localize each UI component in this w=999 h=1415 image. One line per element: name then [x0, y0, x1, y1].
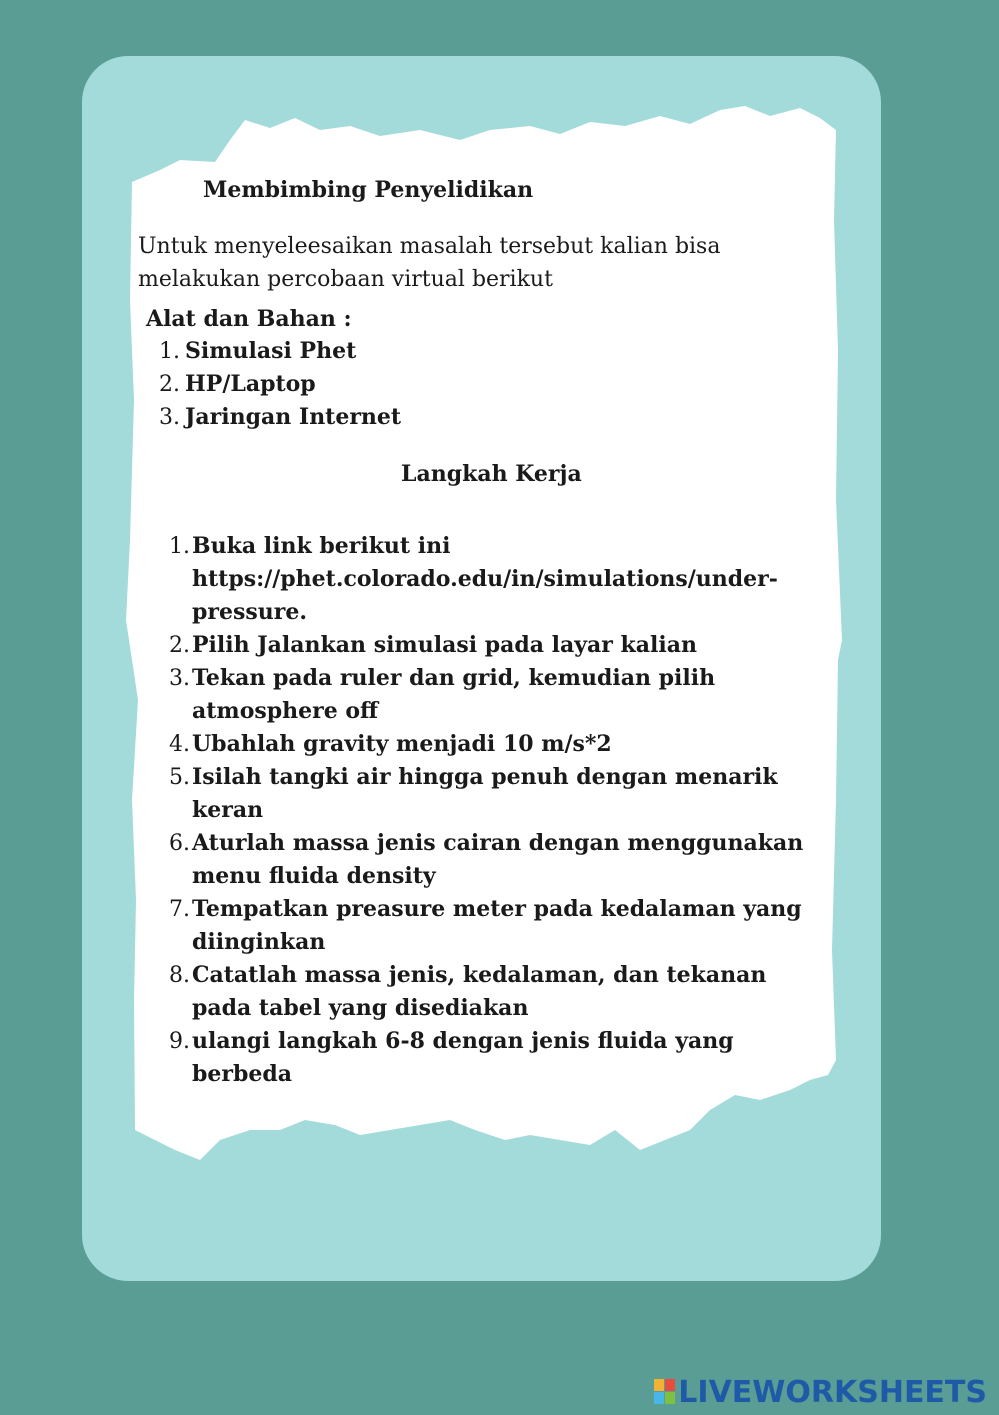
liveworksheets-icon [654, 1379, 676, 1405]
list-number: 9. [169, 1029, 190, 1054]
list-item [150, 629, 830, 662]
brand-text: LIVEWORKSHEETS [678, 1374, 987, 1410]
list-number: 2. [169, 633, 190, 658]
steps-heading: Langkah Kerja [401, 461, 582, 487]
steps-list [150, 530, 830, 1091]
section-title: Membimbing Penyelidikan [203, 177, 534, 203]
list-number: 1. [169, 534, 190, 559]
materials-list [140, 335, 401, 434]
list-number: 5. [169, 765, 190, 790]
list-text: Pilih Jalankan simulasi pada layar kalian [192, 632, 698, 658]
list-number: 1. [159, 339, 180, 364]
list-text: Aturlah massa jenis cairan dengan menggunakan menu fluida density [192, 830, 804, 889]
list-item [150, 728, 830, 761]
list-number: 2. [159, 372, 180, 397]
list-text: Catatlah massa jenis, kedalaman, dan tekanan pada tabel yang disediakan [192, 962, 767, 1021]
list-text: Simulasi Phet [185, 338, 357, 364]
list-item [140, 401, 401, 434]
list-item [150, 1025, 830, 1091]
list-text: Buka link berikut ini https://phet.colorado.edu/in/simulations/under-pressure. [192, 533, 778, 625]
list-number: 4. [169, 732, 190, 757]
list-item [150, 893, 830, 959]
list-text: Jaringan Internet [185, 404, 402, 430]
list-item [150, 959, 830, 1025]
list-number: 3. [169, 666, 190, 691]
list-number: 8. [169, 963, 190, 988]
list-number: 6. [169, 831, 190, 856]
list-text: Isilah tangki air hingga penuh dengan menarik keran [192, 764, 778, 823]
list-text: Ubahlah gravity menjadi 10 m/s*2 [192, 731, 612, 757]
intro-paragraph: Untuk menyeleesaikan masalah tersebut kalian bisa melakukan percobaan virtual berikut [138, 234, 721, 292]
list-item [150, 827, 830, 893]
list-item [150, 662, 830, 728]
list-item [140, 335, 401, 368]
list-number: 3. [159, 405, 180, 430]
materials-heading: Alat dan Bahan : [146, 306, 352, 332]
list-item [140, 368, 401, 401]
list-text: ulangi langkah 6-8 dengan jenis fluida yang berbeda [192, 1028, 734, 1087]
list-item [150, 761, 830, 827]
list-text: Tekan pada ruler dan grid, kemudian pilih atmosphere off [192, 665, 716, 724]
liveworksheets-logo[interactable] [654, 1372, 987, 1412]
list-text: Tempatkan preasure meter pada kedalaman yang diinginkan [192, 896, 802, 955]
list-number: 7. [169, 897, 190, 922]
list-text: HP/Laptop [185, 371, 316, 397]
list-item [150, 530, 830, 629]
